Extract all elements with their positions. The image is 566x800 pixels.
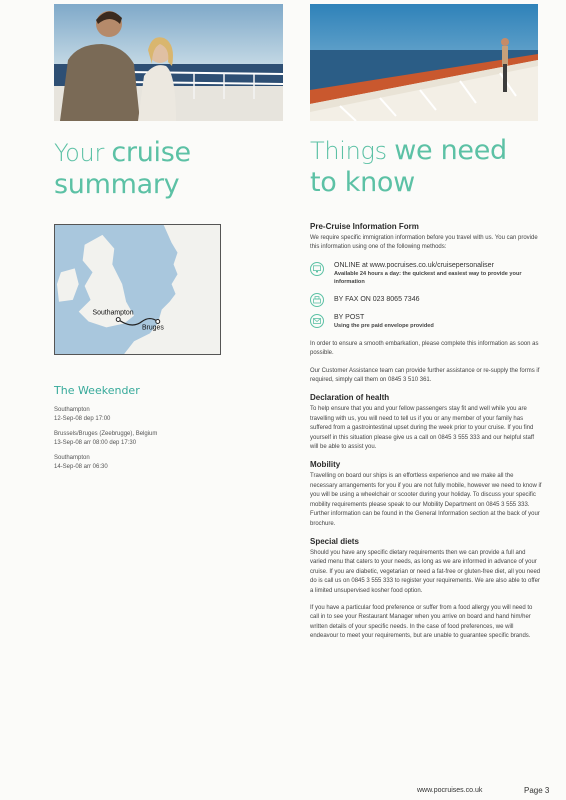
couple-on-deck-photo — [54, 4, 283, 121]
pre-cruise-heading: Pre-Cruise Information Form — [310, 222, 419, 231]
map-label-southampton: Southampton — [92, 309, 134, 317]
health-heading: Declaration of health — [310, 393, 390, 403]
itinerary-stop: Southampton 12-Sep-08 dep 17:00 — [54, 407, 111, 422]
envelope-icon — [310, 314, 324, 328]
things-we-need-to-know-title: Things we need to know — [310, 135, 507, 198]
assistance-text: Our Customer Assistance team can provide further assistance or re-supply the forms if required, simply call them on 0845 3 510 361. — [310, 367, 540, 384]
diets-text-2: If you have a particular food preference or suffer from a food allergy you will need to call in to see your Restaurant Manager when you arrive on board and hand him/her written details of your specific needs. In the case of food preferences, we will endeavour to meet your requirements, but are unable to guarantee specific brands. — [310, 604, 533, 640]
map-label-bruges: Bruges — [141, 324, 164, 332]
route-map — [54, 224, 221, 355]
mobility-text: Travelling on board our ships is an effortless experience and we make all the necessary arrangements for you if you are not fully mobile, however we need to know if you will be using a wheelchair or scooter during your holiday. To discuss your specific mobility requirements please speak to our Mobility Department on 0845 3 555 333. Further information can be found in the General Information section at the back of your brochure. — [310, 473, 542, 527]
itinerary-stop: Southampton 14-Sep-08 arr 06:30 — [54, 455, 108, 470]
method-fax: BY FAX ON 023 8065 7346 — [310, 292, 542, 307]
embarkation-text: In order to ensure a smooth embarkation, please complete this information as soon as possible. — [310, 340, 539, 357]
method-post: BY POST Using the pre paid envelope provided — [310, 313, 542, 330]
itinerary-title: The Weekender — [54, 384, 140, 397]
monitor-icon — [310, 262, 324, 276]
fax-icon — [310, 293, 324, 307]
mobility-heading: Mobility — [310, 460, 341, 470]
health-text: To help ensure that you and your fellow passengers stay fit and well while you are travelling with us, you will need to tell us if you or any member of your family has suffered from a gastrointestinal upset during the week prior to your cruise. If you find yourself in this situation please give us a call on 0845 3 555 333 and our helpful staff will be able to assist you. — [310, 406, 535, 451]
diets-heading: Special diets — [310, 536, 359, 546]
itinerary-stop: Brussels/Bruges (Zeebrugge), Belgium 13-Sep-08 arr 08:00 dep 17:30 — [54, 431, 158, 446]
method-online: ONLINE at www.pocruises.co.uk/cruisepersonaliser Available 24 hours a day: the quickest and easiest way to provide your information — [310, 261, 542, 286]
page-number: Page 3 — [524, 786, 550, 795]
cruise-summary-title: Your cruise summary — [54, 137, 191, 200]
footer-url: www.pocruises.co.uk — [417, 787, 483, 794]
pre-cruise-intro: We require specific immigration information before you travel with us. You can provide this information using one of the following methods: — [310, 235, 538, 251]
diets-text-1: Should you have any specific dietary requirements then we can provide a full and varied menu that caters to your needs, as long as we are informed in advance of your cruise. If you are diabetic, vegetarian or need a fat-free or gluten-free diet, all you need do is call us on 0845 3 555 333 to register your requirements. We are also able to offer a limited unsupervised kosher food option. — [310, 549, 541, 594]
deck-railing-photo — [310, 4, 538, 121]
itinerary — [54, 384, 254, 478]
info-content — [310, 222, 542, 650]
